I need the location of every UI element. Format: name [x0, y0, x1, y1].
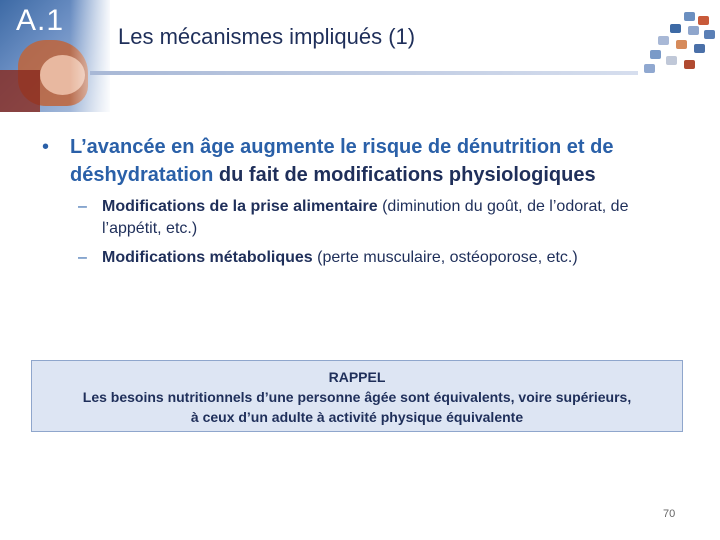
photo-fade: [70, 0, 110, 112]
photo-shape-food: [0, 70, 40, 112]
sub2-rest: (perte musculaire, ostéoporose, etc.): [312, 249, 578, 266]
rappel-line-1: Les besoins nutritionnels d’une personne âgée sont équivalents, voire supérieurs,: [82, 389, 632, 405]
slide-title: Les mécanismes impliqués (1): [118, 24, 416, 49]
sub-dash: –: [78, 198, 87, 215]
sub1-bold: Modifications de la prise alimentaire: [102, 198, 378, 215]
bullet-marker: •: [42, 136, 50, 158]
main-bullet-point: [44, 133, 664, 189]
sub2-bold: Modifications métaboliques: [102, 249, 313, 266]
sub-bullet-alimentaire: [78, 196, 688, 240]
rappel-box: [31, 360, 683, 432]
main-point-highlight: L’avancée en âge augmente le risque de dénutrition et de déshydratation: [70, 136, 614, 186]
main-point-rest: du fait de modifications physiologiques: [213, 164, 596, 186]
header-divider: [90, 71, 638, 75]
sub1-rest: (diminution du goût, de l’odorat, de l’appétit, etc.): [102, 198, 629, 237]
puzzle-decoration-icon: [640, 10, 720, 78]
page-number: 70: [663, 508, 676, 520]
rappel-line-2: à ceux d’un adulte à activité physique équivalente: [190, 409, 524, 425]
section-code: A.1: [16, 4, 65, 37]
rappel-heading: RAPPEL: [328, 369, 386, 385]
sub-bullet-metaboliques: [78, 247, 688, 269]
sub-dash: –: [78, 249, 87, 266]
